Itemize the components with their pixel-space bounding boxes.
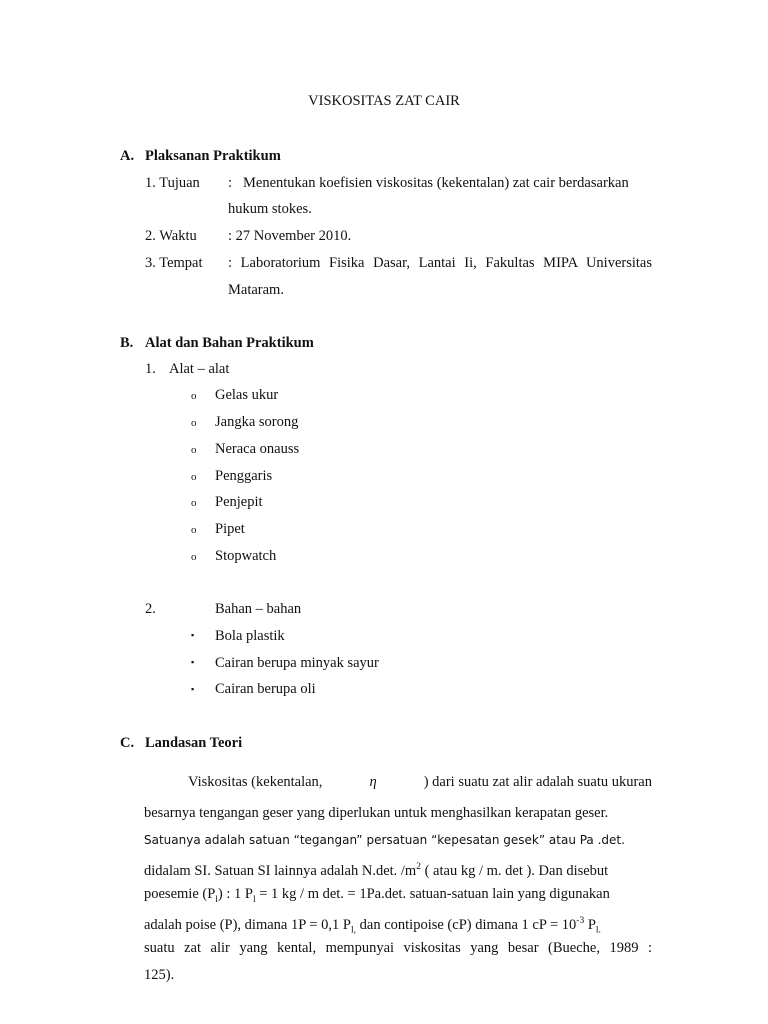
alat-item-text: Jangka sorong (215, 414, 299, 430)
circle-bullet-icon: o (191, 444, 197, 456)
alat-item-text: Gelas ukur (215, 387, 279, 403)
section-b-letter: B. (120, 335, 134, 351)
tujuan-value-line2: hukum stokes. (228, 201, 312, 217)
paragraph-line: suatu zat alir yang kental, mempunyai viskositas yang besar (Bueche, 1989 : (144, 940, 652, 956)
text-fragment: ( atau kg / m. det ). Dan disebut (420, 862, 609, 879)
section-c-letter: C. (120, 735, 135, 751)
paragraph-line: besarnya tengangan geser yang diperlukan untuk menghasilkan kerapatan geser. (144, 805, 609, 821)
text-fragment: adalah poise (P), dimana 1P = 0,1 P (144, 916, 351, 933)
paragraph-line: Satuanya adalah satuan “tegangan” persatuan “kepesatan gesek” atau Pa .det. (144, 833, 625, 847)
alat-number: 1. (145, 361, 156, 377)
square-bullet-icon: ▪ (191, 630, 195, 640)
section-a-letter: A. (120, 148, 135, 164)
paragraph-line (144, 881, 652, 908)
alat-item-text: Stopwatch (215, 548, 277, 564)
alat-item-text: Penjepit (215, 494, 263, 510)
subscript: l (252, 894, 256, 905)
text-fragment: ) : 1 P (217, 886, 253, 902)
circle-bullet-icon: o (191, 524, 197, 536)
waktu-label: 2. Waktu (145, 228, 197, 244)
page-title: VISKOSITAS ZAT CAIR (308, 93, 460, 109)
circle-bullet-icon: o (191, 417, 197, 429)
text-fragment: = 1 kg / m det. = 1Pa.det. satuan-satuan lain yang digunakan (255, 886, 610, 902)
eta-symbol: η (369, 774, 377, 790)
circle-bullet-icon: o (191, 471, 197, 483)
tujuan-colon: : (228, 175, 233, 191)
section-c-heading: Landasan Teori (145, 735, 243, 751)
alat-item-text: Penggaris (215, 468, 273, 484)
bahan-item-text: Bola plastik (215, 628, 285, 644)
tujuan-value-line1: Menentukan koefisien viskositas (kekentalan) zat cair berdasarkan (243, 175, 629, 191)
landasan-teori-paragraph (144, 769, 652, 989)
section-a-heading: Plaksanan Praktikum (145, 148, 281, 164)
tempat-value-line2: Mataram. (228, 282, 284, 298)
paragraph-line (144, 769, 652, 796)
circle-bullet-icon: o (191, 390, 197, 402)
paragraph-line (144, 908, 652, 935)
text-fragment: dan contipoise (cP) dimana 1 cP = 10 (356, 916, 577, 933)
circle-bullet-icon: o (191, 497, 197, 509)
alat-item-text: Neraca onauss (215, 441, 300, 457)
subscript: l. (595, 925, 601, 936)
subscript: l, (351, 925, 357, 936)
paragraph-line (144, 854, 652, 881)
waktu-value: : 27 November 2010. (228, 228, 352, 244)
section-b-heading: Alat dan Bahan Praktikum (145, 335, 314, 351)
bahan-item-text: Cairan berupa oli (215, 681, 316, 697)
circle-bullet-icon: o (191, 551, 197, 563)
tempat-label: 3. Tempat (145, 255, 203, 271)
text-fragment: ) dari suatu zat alir adalah suatu ukuran (423, 774, 652, 790)
text-fragment: poesemie (P (144, 886, 216, 902)
superscript: -3 (576, 916, 585, 926)
bahan-item-text: Cairan berupa minyak sayur (215, 655, 379, 671)
alat-item-text: Pipet (215, 521, 245, 537)
square-bullet-icon: ▪ (191, 684, 195, 694)
superscript: 2 (416, 862, 421, 872)
text-fragment: P (584, 916, 596, 933)
alat-label: Alat – alat (169, 361, 230, 377)
bahan-label: Bahan – bahan (215, 601, 302, 617)
text-fragment: Viskositas (kekentalan, (188, 774, 323, 790)
subscript: l (215, 894, 218, 905)
bahan-number: 2. (145, 601, 156, 617)
tempat-value-line1: : Laboratorium Fisika Dasar, Lantai Ii, Fakultas MIPA Universitas (228, 255, 652, 271)
paragraph-line: 125). (144, 967, 175, 983)
square-bullet-icon: ▪ (191, 657, 195, 667)
text-fragment: didalam SI. Satuan SI lainnya adalah N.det. /m (144, 862, 417, 879)
tujuan-label: 1. Tujuan (145, 175, 200, 191)
